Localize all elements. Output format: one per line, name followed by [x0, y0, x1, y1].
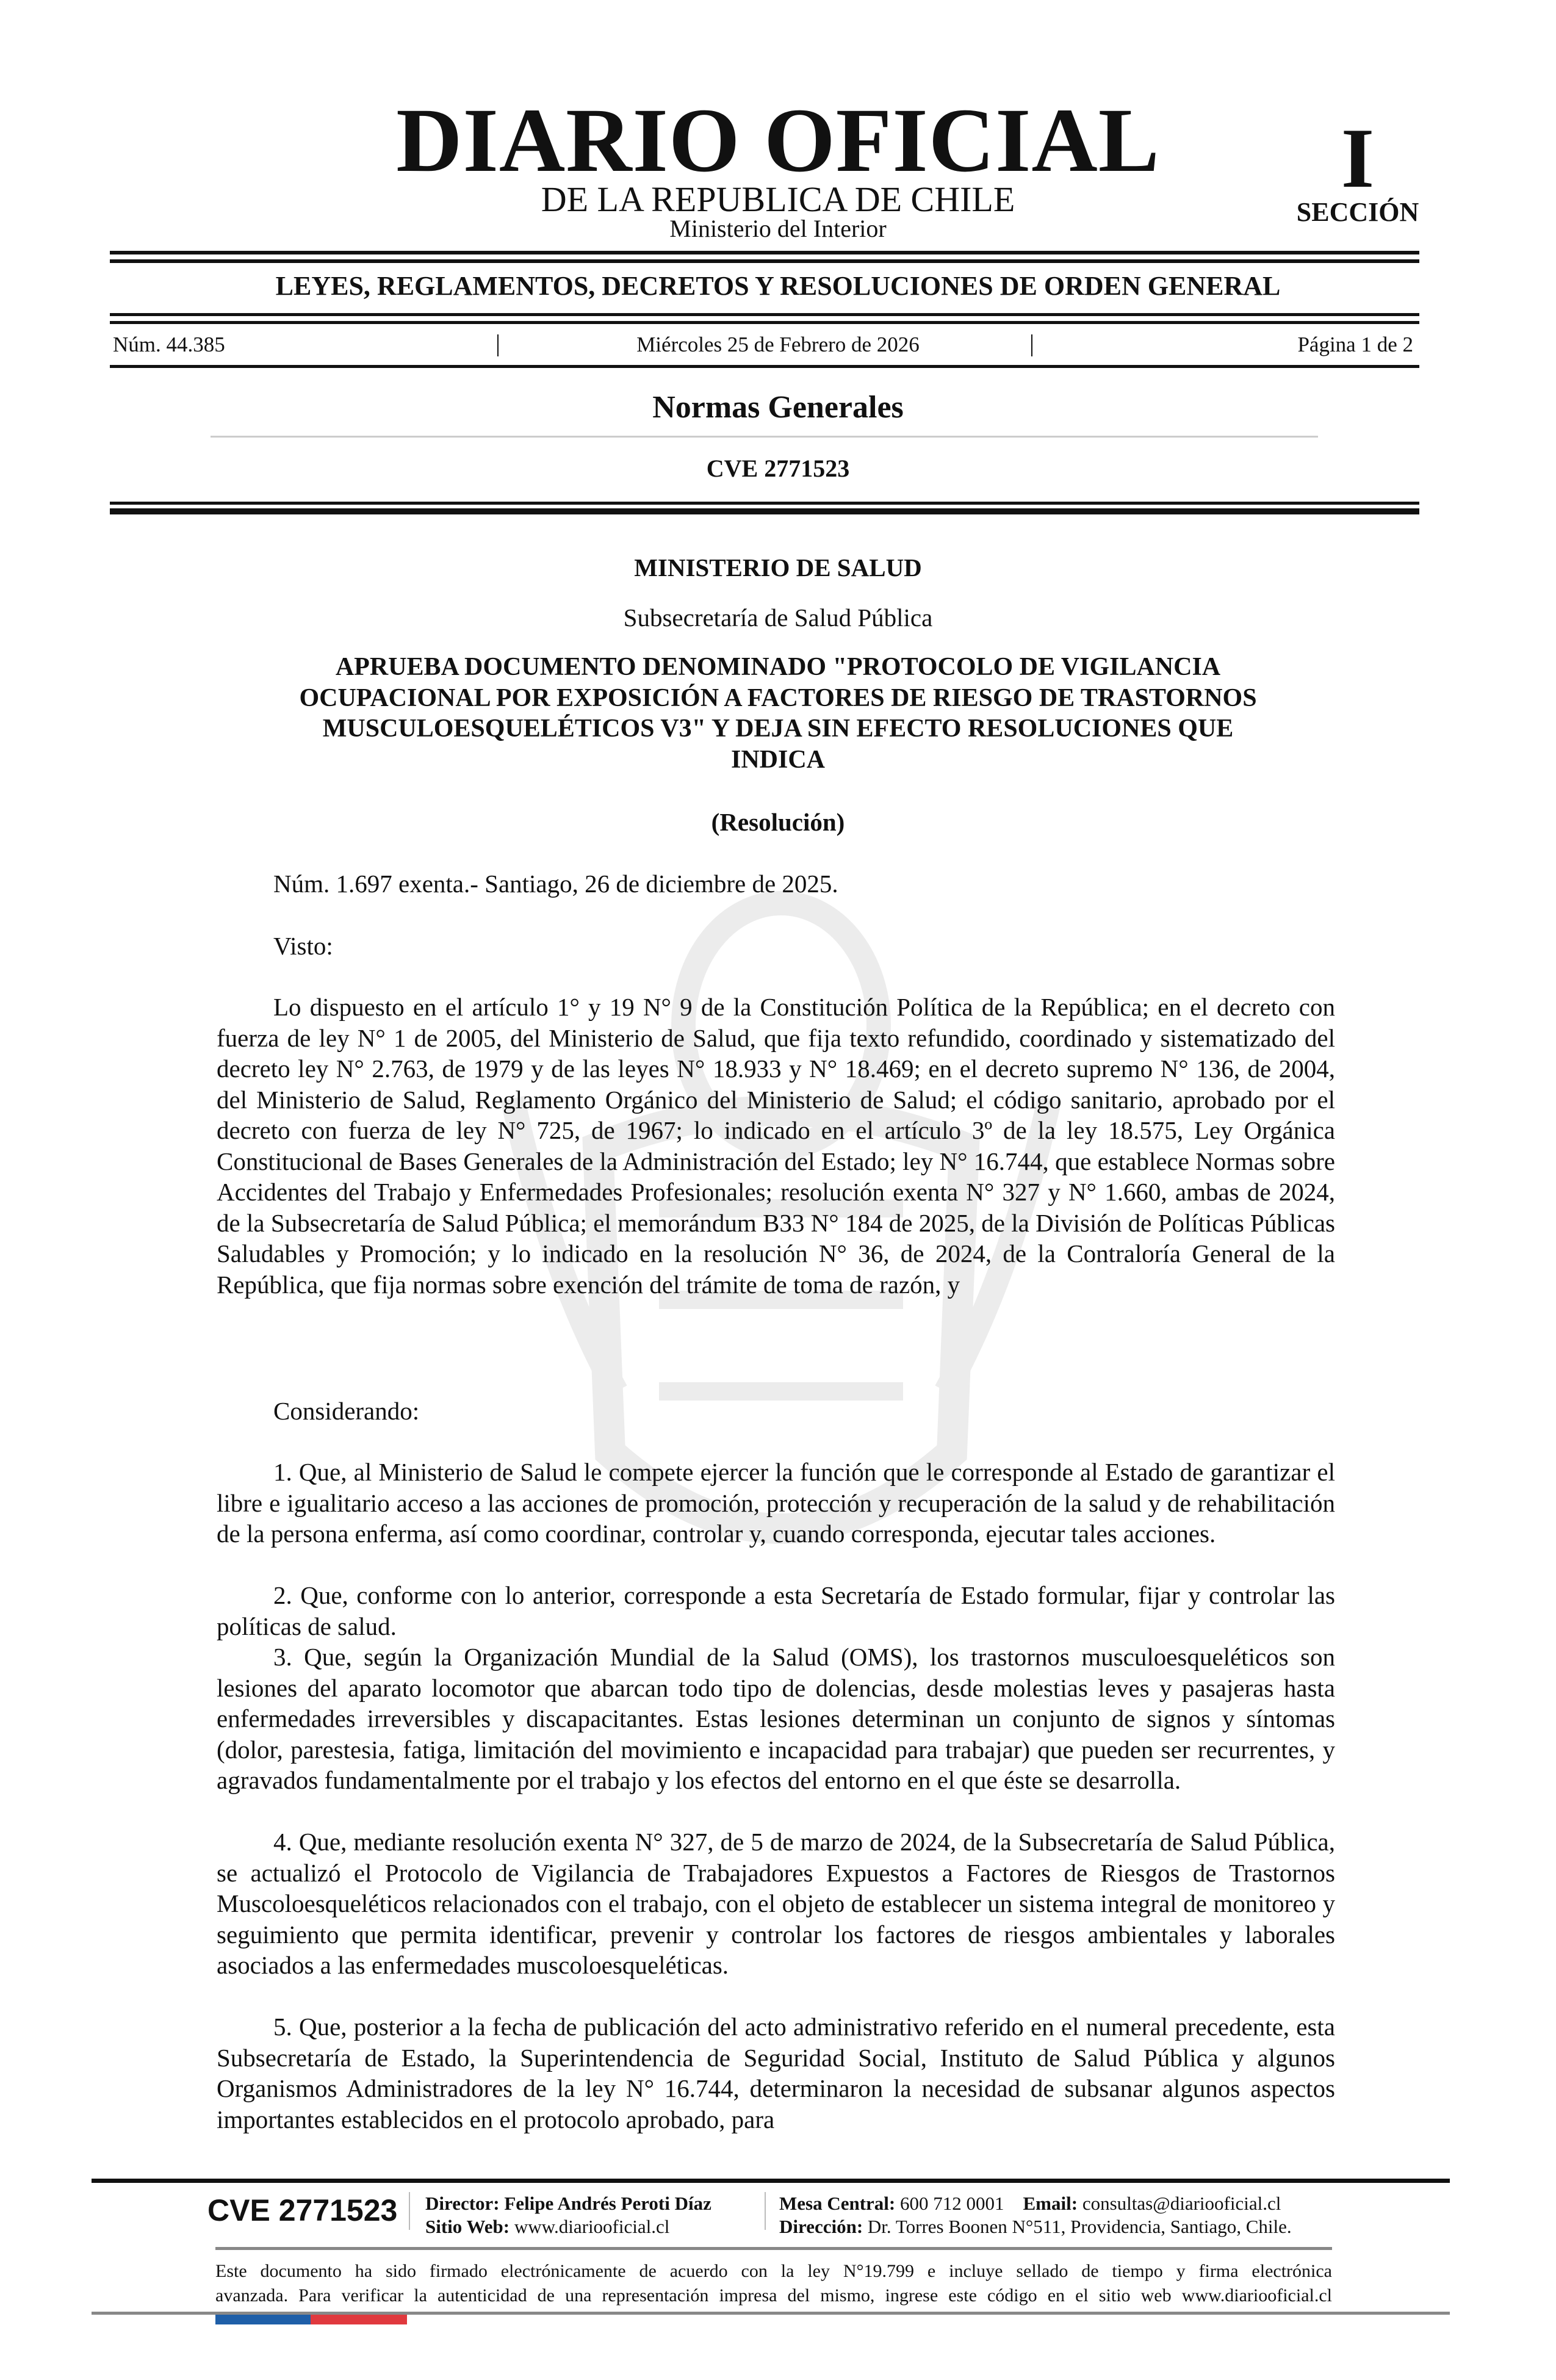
- address-line: [779, 2215, 1292, 2238]
- flag-bar-red: [311, 2315, 407, 2324]
- divider: [110, 251, 1419, 254]
- divider: [110, 259, 1419, 263]
- section-heading: Normas Generales: [652, 390, 904, 425]
- phone-number: 600 712 0001: [900, 2193, 1004, 2214]
- divider: [110, 508, 1419, 514]
- category-heading: LEYES, REGLAMENTOS, DECRETOS Y RESOLUCIONES DE ORDEN GENERAL: [275, 271, 1281, 301]
- cve-code: CVE 2771523: [706, 455, 850, 482]
- director-line: [425, 2192, 711, 2215]
- address-label: Dirección:: [779, 2216, 863, 2237]
- divider: [110, 321, 1419, 324]
- email-label: Email:: [1023, 2193, 1078, 2214]
- document-type: (Resolución): [711, 808, 845, 836]
- disclaimer-line: Este documento ha sido firmado electrónicamente de acuerdo con la ley N°19.799 e incluye sellado de tiempo y firma electrónica: [215, 2261, 1332, 2281]
- email-link[interactable]: consultas@diariooficial.cl: [1082, 2193, 1281, 2214]
- visto-paragraph: Lo dispuesto en el artículo 1° y 19 N° 9 de la Constitución Política de la República; en el decreto con fuerza de ley N° 1 de 2005, del Ministerio de Salud, que fija texto refundido, coordinado y sistematizado del decreto ley N° 2.763, de 1979 y de las leyes N° 18.933 y N° 18.469; en el decreto supremo N° 136, de 2004, del Ministerio de Salud, Reglamento Orgánico del Ministerio de Salud; el código sanitario, aprobado por el decreto con fuerza de ley N° 725, de 1967; lo indicado en el artículo 3º de la ley 18.575, Ley Orgánica Constitucional de Bases Generales de la Administración del Estado; ley N° 16.744, que establece Normas sobre Accidentes del Trabajo y Enfermedades Profesionales; resolución exenta N° 327 y N° 1.660, ambas de 2024, de la Subsecretaría de Salud Pública; el memorándum B33 N° 184 de 2025, de la División de Políticas Públicas Saludables y Promoción; y lo indicado en la resolución N° 36, de 2024, de la Contraloría General de la República, que fija normas sobre exención del trámite de toma de razón, y: [217, 993, 1335, 1299]
- separator: [765, 2192, 766, 2230]
- title-line: MUSCULOESQUELÉTICOS V3" Y DEJA SIN EFECTO RESOLUCIONES QUE: [322, 715, 1234, 743]
- website-line: [425, 2215, 669, 2238]
- footer-cve: CVE 2771523: [207, 2193, 398, 2227]
- director-label: Director:: [425, 2193, 500, 2214]
- section-numeral: I: [1341, 111, 1375, 206]
- flag-bar-blue: [215, 2315, 311, 2324]
- divider: [110, 502, 1419, 505]
- masthead-ministry: Ministerio del Interior: [669, 215, 887, 242]
- website-link[interactable]: www.diariooficial.cl: [514, 2216, 670, 2237]
- ministry-name: MINISTERIO DE SALUD: [634, 554, 922, 582]
- considerando-paragraph: 1. Que, al Ministerio de Salud le compete ejercer la función que le corresponde al Estado de garantizar el libre e igualitario acceso a las acciones de promoción, protección y recuperación de la salud y de rehabilitación de la persona enferma, así como coordinar, controlar y, cuando corresponda, ejecutar tales acciones.: [217, 1458, 1335, 1548]
- disclaimer-line: avanzada. Para verificar la autenticidad de una representación impresa del mismo, ingrese este código en el sitio web www.diariooficial.cl: [215, 2285, 1332, 2306]
- section-label: SECCIÓN: [1296, 197, 1419, 227]
- contact-line: [779, 2192, 1281, 2215]
- website-label: Sitio Web:: [425, 2216, 510, 2237]
- considerando-paragraph: 3. Que, según la Organización Mundial de la Salud (OMS), los trastornos musculoesqueléticos son lesiones del aparato locomotor que abarcan todo tipo de dolencias, desde molestias leves y pasajeras hasta enfermedades irreversibles y discapacitantes. Estas lesiones determinan un conjunto de signos y síntomas (dolor, parestesia, fatiga, limitación del movimiento e incapacidad para trabajar) que pueden ser recurrentes, y agravados fundamentalmente por el trabajo y los efectos del entorno en el que éste se desarrolla.: [217, 1643, 1335, 1794]
- visto-label: Visto:: [273, 932, 333, 960]
- resolution-number: Núm. 1.697 exenta.- Santiago, 26 de diciembre de 2025.: [273, 870, 838, 898]
- issue-number: Núm. 44.385: [113, 333, 225, 356]
- masthead-subtitle: DE LA REPUBLICA DE CHILE: [541, 179, 1015, 219]
- divider: [110, 313, 1419, 316]
- separator: [1031, 334, 1032, 356]
- considerando-paragraph: 2. Que, conforme con lo anterior, corresponde a esta Secretaría de Estado formular, fijar y controlar las políticas de salud.: [217, 1581, 1335, 1640]
- masthead-title: DIARIO OFICIAL: [396, 90, 1160, 191]
- considerando-paragraph: 4. Que, mediante resolución exenta N° 327, de 5 de marzo de 2024, de la Subsecretaría de Salud Pública, se actualizó el Protocolo de Vigilancia de Trabajadores Expuestos a Factores de Riesgos de Trastornos Muscoloesqueléticos relacionados con el trabajo, con el objeto de establecer un sistema integral de monitoreo y seguimiento que permita identificar, prevenir y controlar los factores de riesgos ambientales y laborales asociados a las enfermedades muscoloesqueléticas.: [217, 1828, 1335, 1979]
- phone-label: Mesa Central:: [779, 2193, 896, 2214]
- title-line: OCUPACIONAL POR EXPOSICIÓN A FACTORES DE RIESGO DE TRASTORNOS: [299, 683, 1257, 712]
- subsecretariat-name: Subsecretaría de Salud Pública: [623, 604, 933, 632]
- title-line: APRUEBA DOCUMENTO DENOMINADO "PROTOCOLO DE VIGILANCIA: [335, 653, 1221, 681]
- issue-date: Miércoles 25 de Febrero de 2026: [636, 333, 920, 356]
- footer-divider: [92, 2179, 1450, 2183]
- director-name: Felipe Andrés Peroti Díaz: [504, 2193, 711, 2214]
- divider: [110, 365, 1419, 368]
- considerando-label: Considerando:: [273, 1397, 420, 1425]
- divider: [211, 436, 1318, 438]
- address-text: Dr. Torres Boonen N°511, Providencia, Santiago, Chile.: [867, 2216, 1292, 2237]
- title-line: INDICA: [730, 745, 825, 774]
- considerando-paragraph: 5. Que, posterior a la fecha de publicación del acto administrativo referido en el numeral precedente, esta Subsecretaría de Estado, la Superintendencia de Seguridad Social, Instituto de Salud Pública y algunos Organismos Administradores de la ley N° 16.744, determinaron la necesidad de subsanar algunos aspectos importantes establecidos en el protocolo aprobado, para: [217, 2013, 1335, 2133]
- footer-divider: [215, 2247, 1332, 2250]
- separator: [409, 2192, 410, 2230]
- document-title: [207, 652, 1349, 775]
- page-indicator: Página 1 de 2: [1297, 333, 1413, 356]
